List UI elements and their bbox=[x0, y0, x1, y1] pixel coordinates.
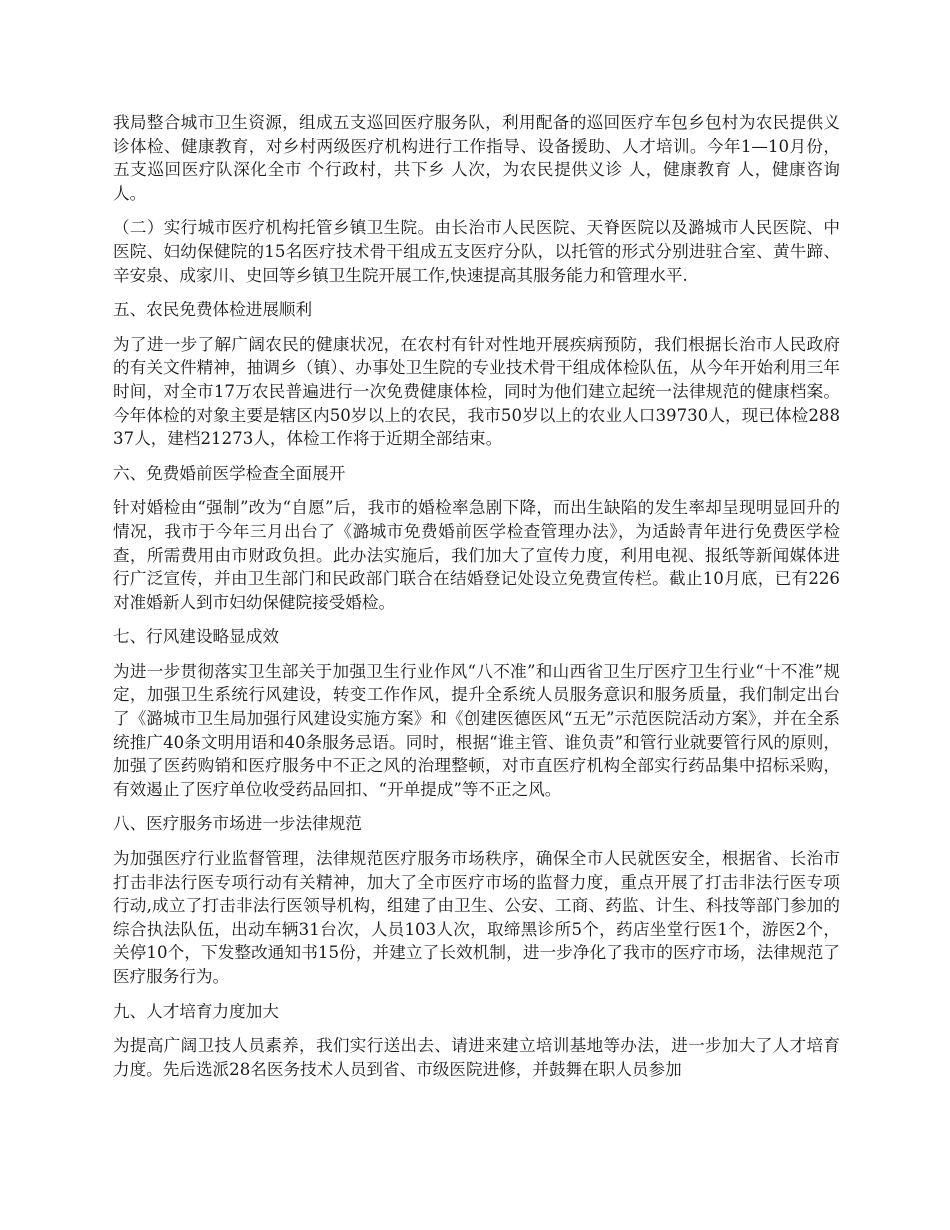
section-heading-9: 九、人才培育力度加大 bbox=[113, 1001, 279, 1021]
paragraph-mobile-medical-team: 我局整合城市卫生资源，组成五支巡回医疗服务队，利用配备的巡回医疗车包乡包村为农民提供义诊体检、健康教育，对乡村两级医疗机构进行工作指导、设备援助、人才培训。今年1—10月份，五支巡回医疗队深化全市 个行政村，共下乡 人次，为农民提供义诊 人，健康教育 人，健康咨询 人。 bbox=[113, 113, 840, 203]
paragraph-free-checkup: 为了进一步了解广阔农民的健康状况，在农村有针对性地开展疾病预防，我们根据长治市人民政府的有关文件精神，抽调乡（镇）、办事处卫生院的专业技术骨干组成体检队伍，从今年开始利用三年时间，对全市17万农民普遍进行一次免费健康体检，同时为他们建立起统一法律规范的健康档案。今年体检的对象主要是辖区内50岁以上的农民，我市50岁以上的农业人口39730人，现已体检28837人，建档21273人，体检工作将于近期全部结束。 bbox=[113, 334, 840, 449]
document-page bbox=[113, 111, 840, 1092]
section-heading-6: 六、免费婚前医学检查全面展开 bbox=[113, 463, 346, 483]
section-heading-5: 五、农民免费体检进展顺利 bbox=[113, 300, 313, 320]
paragraph-market-regulation: 为加强医疗行业监督管理，法律规范医疗服务市场秩序，确保全市人民就医安全，根据省、长治市打击非法行医专项行动有关精神，加大了全市医疗市场的监督力度，重点开展了打击非法行医专项行动,成立了打击非法行医领导机构，组建了由卫生、公安、工商、药监、计生、科技等部门参加的综合执法队伍，出动车辆31台次，人员103人次，取缔黑诊所5个，药店坐堂行医1个，游医2个，关停10个，下发整改通知书15份，并建立了长效机制，进一步净化了我市的医疗市场，法律规范了医疗服务行为。 bbox=[113, 849, 840, 986]
paragraph-talent-training: 为提高广阔卫技人员素养，我们实行送出去、请进来建立培训基地等办法，进一步加大了人才培育力度。先后选派28名医务技术人员到省、市级医院进修，并鼓舞在职人员参加 bbox=[113, 1036, 840, 1079]
paragraph-premarital-exam: 针对婚检由“强制”改为“自愿”后，我市的婚检率急剧下降，而出生缺陷的发生率却呈现明显回升的情况，我市于今年三月出台了《潞城市免费婚前医学检查管理办法》，为适龄青年进行免费医学检查，所需费用由市财政负担。此办法实施后，我们加大了宣传力度，利用电视、报纸等新闻媒体进行广泛宣传，并由卫生部门和民政部门联合在结婚登记处设立免费宣传栏。截止10月底，已有226对准婚新人到市妇幼保健院接受婚检。 bbox=[113, 498, 840, 612]
section-heading-7: 七、行风建设略显成效 bbox=[113, 627, 279, 647]
paragraph-hospital-trusteeship: （二）实行城市医疗机构托管乡镇卫生院。由长治市人民医院、天脊医院以及潞城市人民医院、中医院、妇幼保健院的15名医疗技术骨干组成五支医疗分队，以托管的形式分别进驻合室、黄牛蹄、辛安泉、成家川、史回等乡镇卫生院开展工作,快速提高其服务能力和管理水平. bbox=[113, 218, 840, 285]
section-heading-8: 八、医疗服务市场进一步法律规范 bbox=[113, 814, 362, 834]
paragraph-conduct-building: 为进一步贯彻落实卫生部关于加强卫生行业作风“八不准”和山西省卫生厅医疗卫生行业“十不准”规定，加强卫生系统行风建设，转变工作作风，提升全系统人员服务意识和服务质量，我们制定出台了《潞城市卫生局加强行风建设实施方案》和《创建医德医风“五无”示范医院活动方案》，并在全系统推广40条文明用语和40条服务忌语。同时，根据“谁主管、谁负责”和管行业就要管行风的原则，加强了医药购销和医疗服务中不正之风的治理整顿，对市直医疗机构全部实行药品集中招标采购，有效遏止了医疗单位收受药品回扣、“开单提成”等不正之风。 bbox=[113, 661, 840, 799]
